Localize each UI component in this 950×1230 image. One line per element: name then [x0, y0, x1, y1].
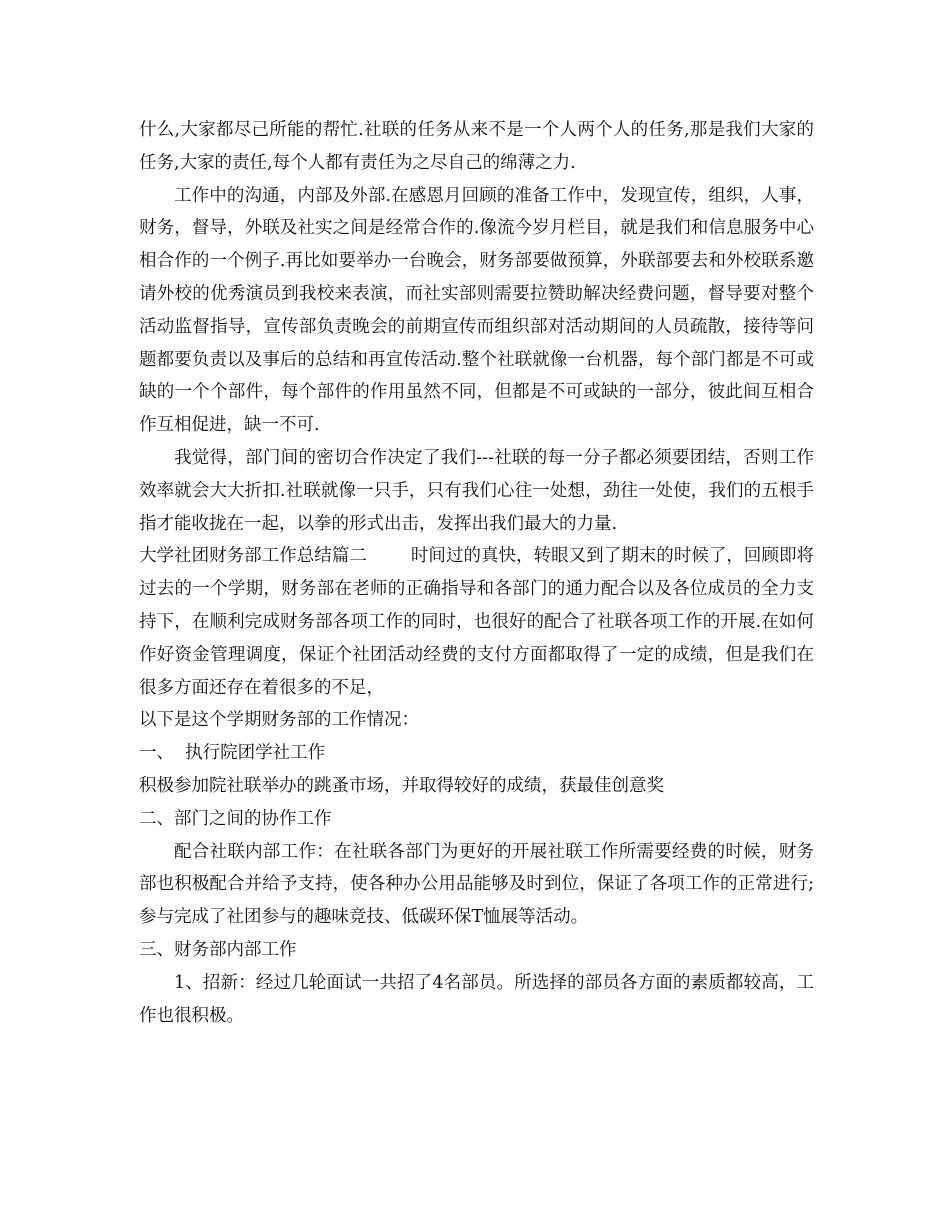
heading-two: 二、部门之间的协作工作 — [139, 808, 332, 829]
document-body — [139, 114, 814, 1032]
section-two-body: 时间过的真快，转眼又到了期末的时候了，回顾即将过去的一个学期，财务部在老师的正确指导和各部门的通力配合以及各位成员的全力支持下，在顺利完成财务部各项工作的同时，也很好的配合了社联各项工作的开展.在如何作好资金管理调度，保证个社团活动经费的支付方面都取得了一定的成绩，但是我们在很多方面还存在着很多的不足， — [139, 546, 815, 698]
paragraph-recruitment: 1、招新：经过几轮面试一共招了4名部员。所选择的部员各方面的素质都较高，工作也很积极。 — [139, 972, 814, 1026]
paragraph-communication: 工作中的沟通，内部及外部.在感恩月回顾的准备工作中，发现宣传，组织，人事，财务，督导，外联及社实之间是经常合作的.像流今岁月栏目，就是我们和信息服务中心相合作的一个例子.再比如要举办一台晚会，财务部要做预算，外联部要去和外校联系邀请外校的优秀演员到我校来表演，而社实部则需要拉赞助解决经费问题，督导要对整个活动监督指导，宣传部负责晚会的前期宣传而组织部对活动期间的人员疏散，接待等问题都要负责以及事后的总结和再宣传活动.整个社联就像一台机器，每个部门都是不可或缺的一个个部件，每个部件的作用虽然不同，但都是不可或缺的一部分，彼此间互相合作互相促进，缺一不可. — [139, 185, 814, 436]
heading-one: 一、 执行院团学社工作 — [139, 743, 326, 764]
paragraph-continued: 什么,大家都尽己所能的帮忙.社联的任务从来不是一个人两个人的任务,那是我们大家的任务,大家的责任,每个人都有责任为之尽自己的绵薄之力. — [139, 120, 814, 173]
section-two-title: 大学社团财务部工作总结篇二 — [139, 546, 367, 567]
paragraph-intro: 以下是这个学期财务部的工作情况： — [139, 710, 419, 731]
paragraph-section-two — [139, 540, 814, 704]
paragraph-flea-market: 积极参加院社联举办的跳蚤市场，并取得较好的成绩，获最佳创意奖 — [139, 775, 664, 796]
paragraph-cooperation: 我觉得，部门间的密切合作决定了我们---社联的每一分子都必须要团结，否则工作效率就会大大折扣.社联就像一只手，只有我们心往一处想，劲往一处使，我们的五根手指才能收拢在一起，以拳的形式出击，发挥出我们最大的力量. — [139, 447, 814, 534]
paragraph-internal-support: 配合社联内部工作：在社联各部门为更好的开展社联工作所需要经费的时候，财务部也积极配合并给予支持，使各种办公用品能够及时到位，保证了各项工作的正常进行;参与完成了社团参与的趣味竞技、低碳环保T恤展等活动。 — [139, 841, 814, 928]
heading-three: 三、财务部内部工作 — [139, 939, 297, 960]
